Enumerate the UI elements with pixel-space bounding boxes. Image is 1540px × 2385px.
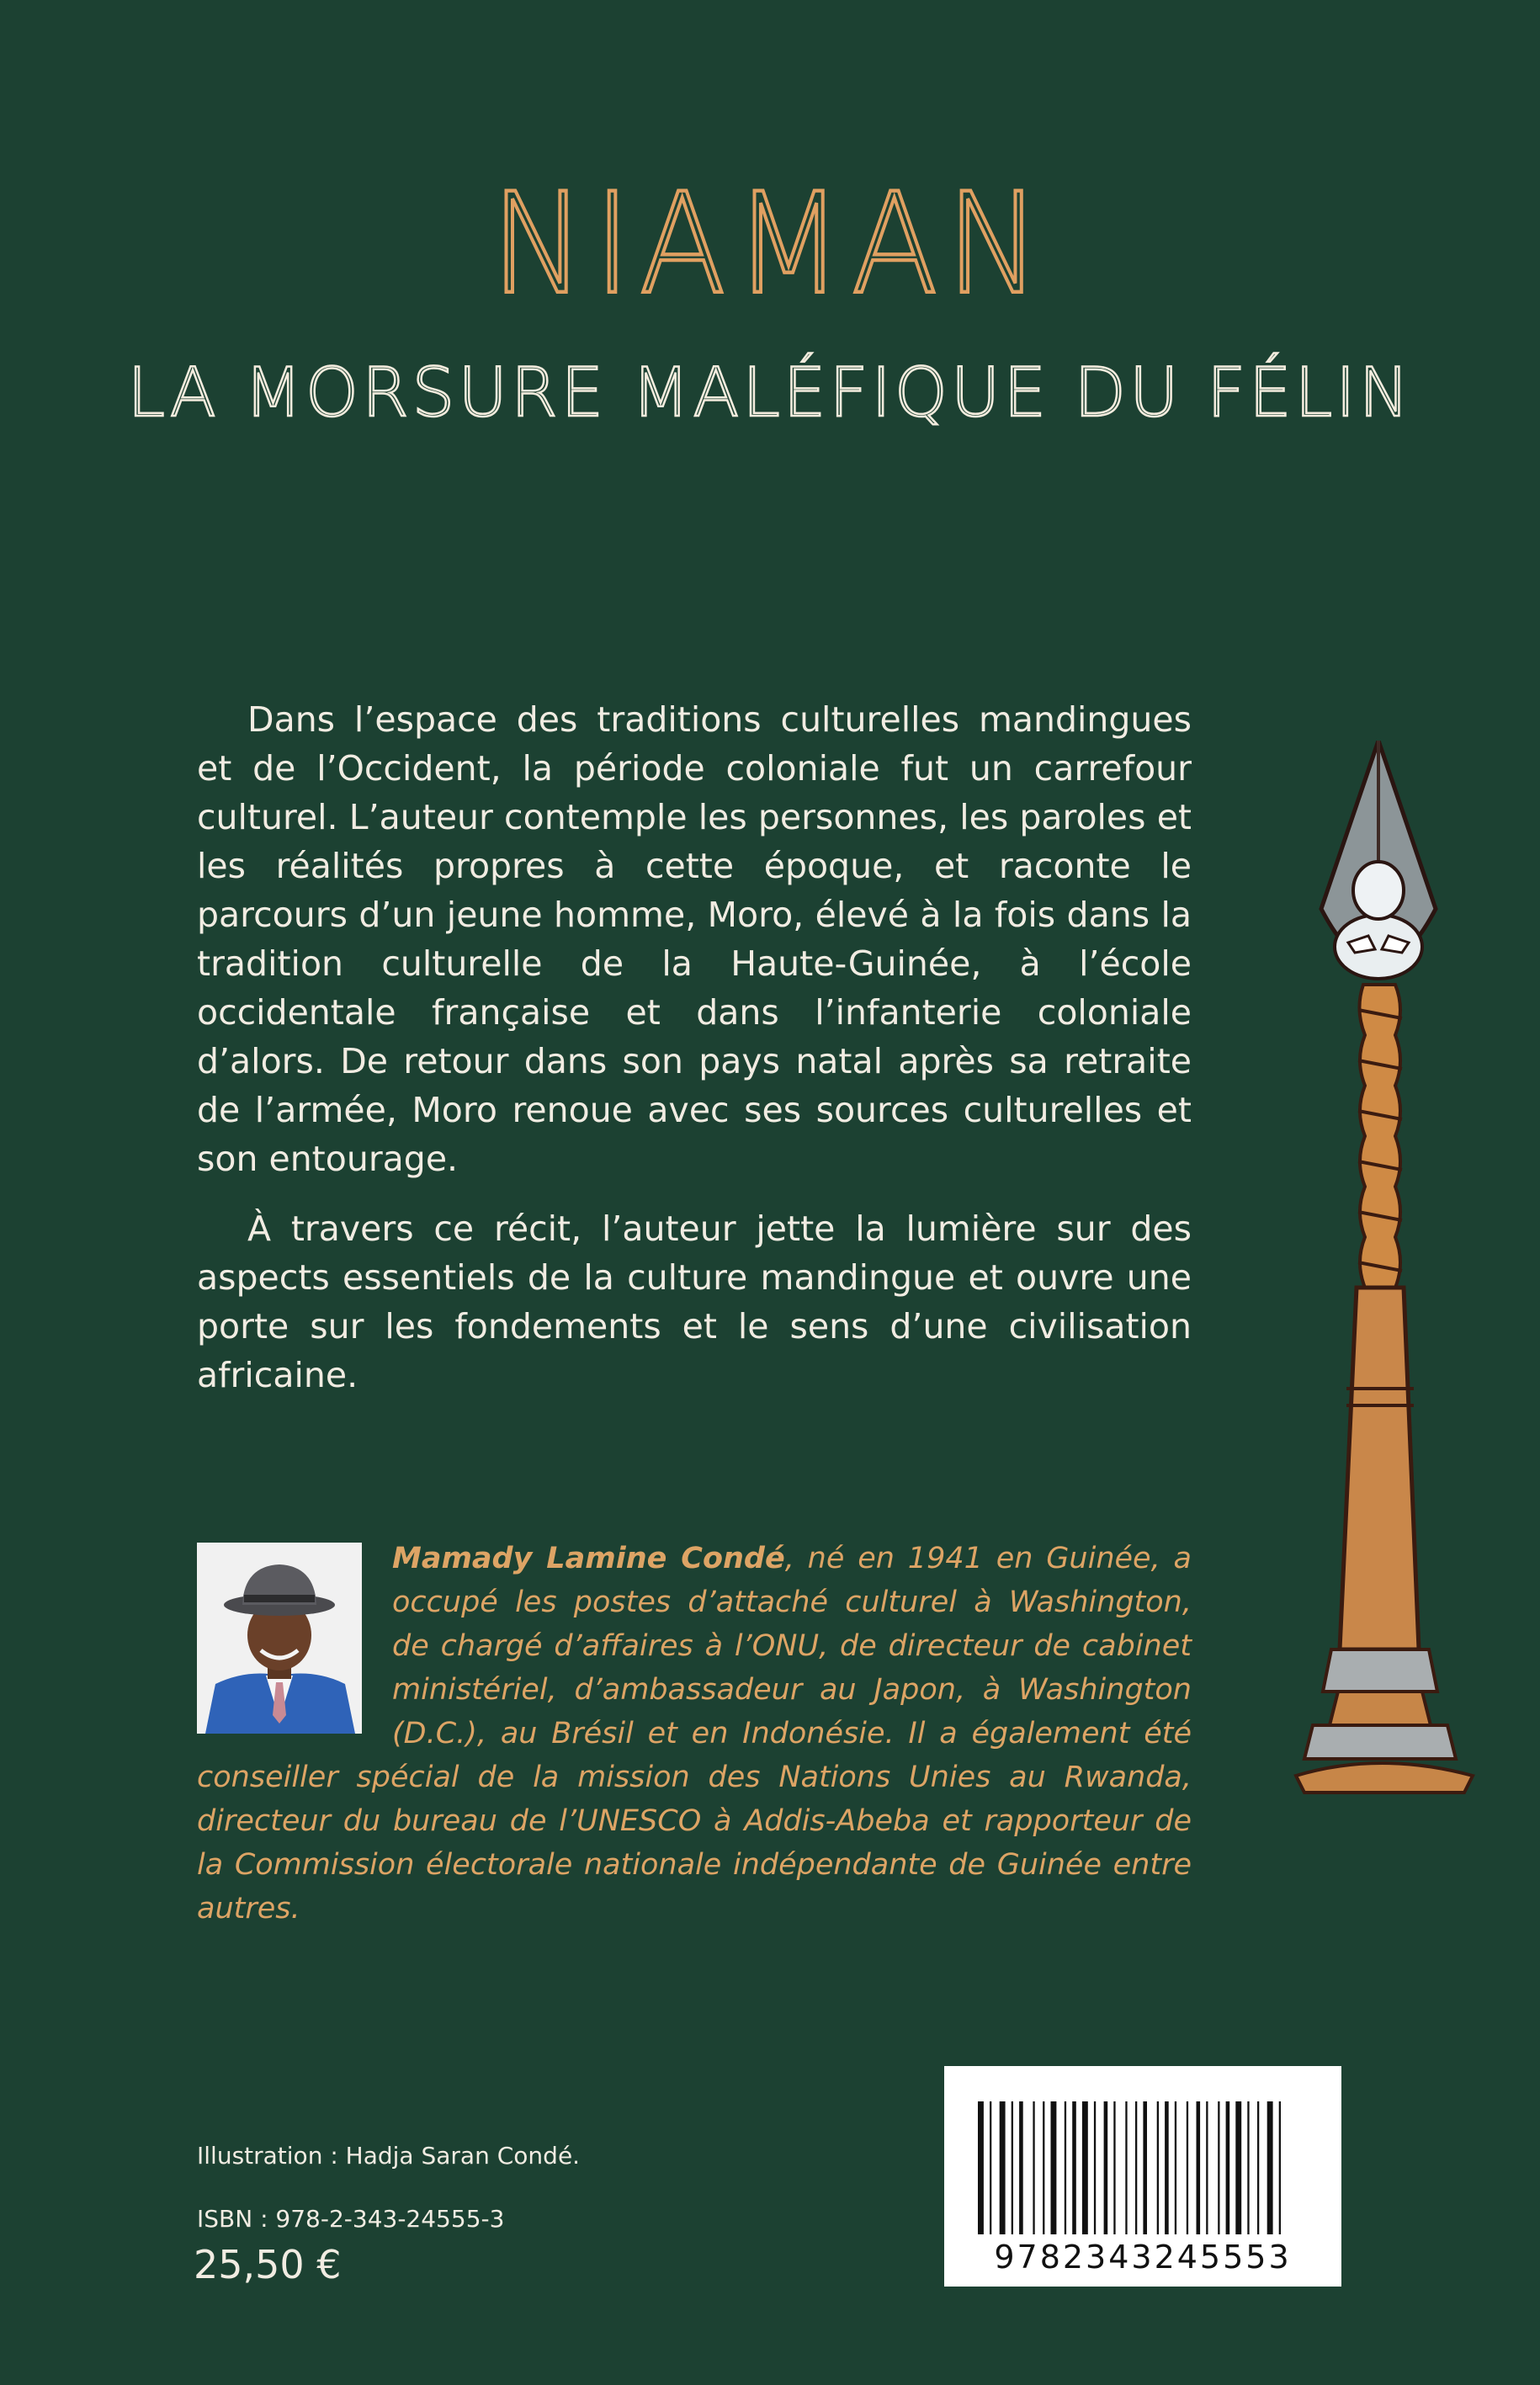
author-bio-text: , né en 1941 en Guinée, a occupé les postes d’attaché culturel à Washington, de chargé d’affaires à l’ONU, de directeur de cabinet ministériel, d’ambassadeur au Japon, à Washington (D.C.), au Brésil et en Indonésie. Il a également été conseiller spécial de la mission des Nations Unies au Rwanda, directeur du bureau de l’UNESCO à Addis-Abeba et rapporteur de la Commission électorale nationale indépendante de Guinée entre autres. [197,1542,1192,1926]
barcode-bar [1094,2101,1096,2234]
barcode-bar [1082,2101,1088,2234]
barcode-bar [990,2101,991,2234]
barcode-bar [1157,2101,1159,2234]
barcode-bar [1267,2101,1273,2234]
barcode [944,2066,1341,2287]
book-title: NIAMAN [491,164,1049,326]
barcode-bar [1012,2101,1013,2234]
author-photo [197,1543,362,1734]
barcode-bar [1043,2101,1044,2234]
price: 25,50 € [194,2242,342,2287]
barcode-bar [1072,2101,1076,2234]
blurb-paragraph: Dans l’espace des traditions culturelles mandingues et de l’Occident, la période coloniale fut un carrefour culturel. L’auteur contemple les personnes, les paroles et les réalités propres à cette époque, et raconte le parcours d’un jeune homme, Moro, élevé à la fois dans la tradition culturelle de la Haute-Guinée, à l’école occidentale française et dans l’infanterie coloniale d’alors. De retour dans son pays natal après sa retraite de l’armée, Moro renoue avec ses sources culturelles et son entourage. [197,699,1192,1179]
barcode-bar [1279,2101,1281,2234]
barcode-bar [1165,2101,1169,2234]
barcode-bar [1033,2101,1034,2234]
barcode-bar [1143,2101,1147,2234]
barcode-bar [1247,2101,1249,2234]
barcode-bar [1218,2101,1219,2234]
barcode-bar [1206,2101,1208,2234]
back-cover-blurb [197,695,1192,1421]
barcode-bar [1226,2101,1230,2234]
book-subtitle: LA MORSURE MALÉFIQUE DU FÉLIN [127,353,1413,432]
barcode-bar [1051,2101,1057,2234]
barcode-bar [1187,2101,1188,2234]
barcode-bar [978,2101,984,2234]
barcode-bar [1125,2101,1127,2234]
barcode-bar [1135,2101,1137,2234]
barcode-bar [1175,2101,1176,2234]
barcode-bar [1235,2101,1241,2234]
barcode-number: 9782343245553 [994,2239,1292,2276]
barcode-bar [1065,2101,1066,2234]
isbn: ISBN : 978-2-343-24555-3 [197,2205,505,2233]
illustration-credit: Illustration : Hadja Saran Condé. [197,2142,581,2170]
spear-illustration [1288,741,1481,1835]
barcode-bar [1019,2101,1023,2234]
barcode-bar [1113,2101,1115,2234]
barcode-bar [1197,2101,1201,2234]
blurb-paragraph: À travers ce récit, l’auteur jette la lumière sur des aspects essentiels de la culture mandingue et ouvre une porte sur les fondements et le sens d’une civilisation africaine. [197,1208,1192,1395]
barcode-bar [1000,2101,1006,2234]
barcode-bar [1257,2101,1259,2234]
author-name: Mamady Lamine Condé [392,1542,785,1575]
barcode-bar [1104,2101,1108,2234]
